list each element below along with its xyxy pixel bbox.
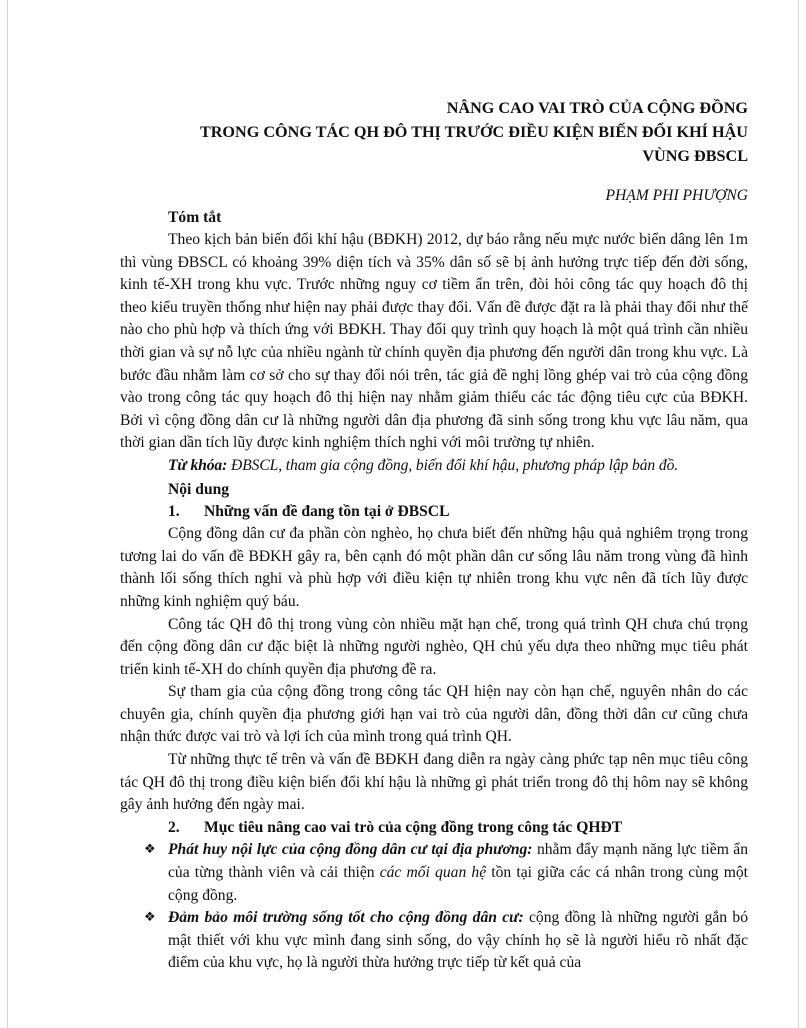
diamond-bullet-icon: ❖	[144, 910, 156, 926]
bullet-item	[144, 907, 748, 975]
diamond-bullet-icon: ❖	[144, 842, 156, 858]
paragraph: Từ những thực tế trên và vấn đề BĐKH đang diễn ra ngày càng phức tạp nên mục tiêu công tác QH đô thị trong điều kiện biến đổi khí hậu là những gì phát triển trong đô thị hôm nay sẽ không gây ảnh hưởng đến ngày mai.	[120, 751, 748, 814]
abstract-body: Theo kịch bản biến đổi khí hậu (BĐKH) 2012, dự báo rằng nếu mực nước biển dâng lên 1m thì vùng ĐBSCL có khoảng 39% diện tích và 35% dân số sẽ bị ảnh hưởng trực tiếp đến đời sống, kinh tế-XH trong khu vực. Trước những nguy cơ tiềm ẩn trên, đòi hỏi công tác quy hoạch đô thị theo kiểu truyền thống như hiện nay phải được thay đổi. Vấn đề được đặt ra là phải thay đổi như thế nào cho phù hợp và thích ứng với BĐKH. Thay đổi quy trình quy hoạch là một quá trình cần nhiều thời gian và sự nỗ lực của nhiều ngành từ chính quyền địa phương đến người dân trong khu vực. Là bước đầu nhằm làm cơ sở cho sự thay đổi nói trên, tác giả đề nghị lồng ghép vai trò của cộng đồng vào trong công tác quy hoạch đô thị hiện nay nhằm giảm thiểu các tác động tiêu cực của BĐKH. Bởi vì cộng đồng dân cư là những người dân địa phương đã sinh sống trong khu vực lâu năm, qua thời gian dần tích lũy được kinh nghiệm thích nghi với môi trường tự nhiên.	[120, 231, 748, 452]
title-line-3: VÙNG ĐBSCL	[642, 147, 748, 165]
document-title	[120, 96, 748, 168]
section-1-title: Những vấn đề đang tồn tại ở ĐBSCL	[204, 502, 450, 520]
section-2-heading	[168, 817, 748, 840]
bullet-lead: Phát huy nội lực của cộng đồng dân cư tại địa phương:	[168, 841, 533, 859]
bullet-text	[168, 907, 748, 975]
keywords-line	[168, 455, 748, 478]
paragraph: Sự tham gia của cộng đồng trong công tác QH hiện nay còn hạn chế, nguyên nhân do các chuyên gia, chính quyền địa phương giới hạn vai trò của người dân, đồng thời dân cư cũng chưa nhận thức được vai trò và lợi ích của mình trong quá trình QH.	[120, 683, 748, 746]
paragraph: Cộng đồng dân cư đa phần còn nghèo, họ chưa biết đến những hậu quả nghiêm trọng trong tương lai do vấn đề BĐKH gây ra, bên cạnh đó một phần dân cư sống lâu năm trong vùng đã hình thành lối sống thích nghi và phù hợp với điều kiện tự nhiên trong khu vực nên đã tích lũy được những kinh nghiệm quý báu.	[120, 525, 748, 610]
abstract-heading: Tóm tắt	[168, 209, 222, 226]
section-1-number: 1.	[168, 502, 180, 520]
bullet-item	[144, 839, 748, 907]
author-name: PHẠM PHI PHƯỢNG	[605, 187, 748, 204]
section-2-title: Mục tiêu nâng cao vai trò của cộng đồng trong công tác QHĐT	[204, 818, 623, 836]
keywords-label: Từ khóa:	[168, 456, 228, 474]
bullet-body-end: tồn tại giữa các cá nhân trong cùng một cộng đồng.	[168, 864, 748, 904]
bullet-body: cộng đồng là những người gắn bó mật thiết với khu vực mình đang sinh sống, do vậy chính họ sẽ là người hiểu rõ nhất đặc điểm của khu vực, họ là người thừa hưởng trực tiếp từ kết quả của	[168, 909, 749, 972]
section-2-number: 2.	[168, 818, 180, 836]
bullet-lead: Đảm bảo môi trường sống tốt cho cộng đồng dân cư:	[168, 909, 524, 927]
bullet-text	[168, 839, 748, 907]
paragraph: Công tác QH đô thị trong vùng còn nhiều mặt hạn chế, trong quá trình QH chưa chú trọng đến cộng đồng dân cư đặc biệt là những người nghèo, QH chủ yếu dựa theo những mục tiêu phát triển kinh tế-XH do chính quyền địa phương đề ra.	[120, 615, 748, 678]
bullet-emphasis: các mối quan hệ	[379, 864, 487, 882]
bullet-body: nhằm đẩy mạnh năng lực tiềm ẩn của từng thành viên và cải thiện	[168, 841, 748, 882]
document-page	[120, 96, 748, 975]
section-1-heading	[168, 501, 748, 524]
keywords-text: ĐBSCL, tham gia cộng đồng, biến đổi khí hậu, phương pháp lập bản đồ.	[227, 456, 679, 474]
content-heading: Nội dung	[168, 480, 230, 498]
title-line-1: NÂNG CAO VAI TRÒ CỦA CỘNG ĐỒNG	[446, 99, 748, 117]
title-line-2: TRONG CÔNG TÁC QH ĐÔ THỊ TRƯỚC ĐIỀU KIỆN BIẾN ĐỔI KHÍ HẬU	[199, 123, 748, 141]
